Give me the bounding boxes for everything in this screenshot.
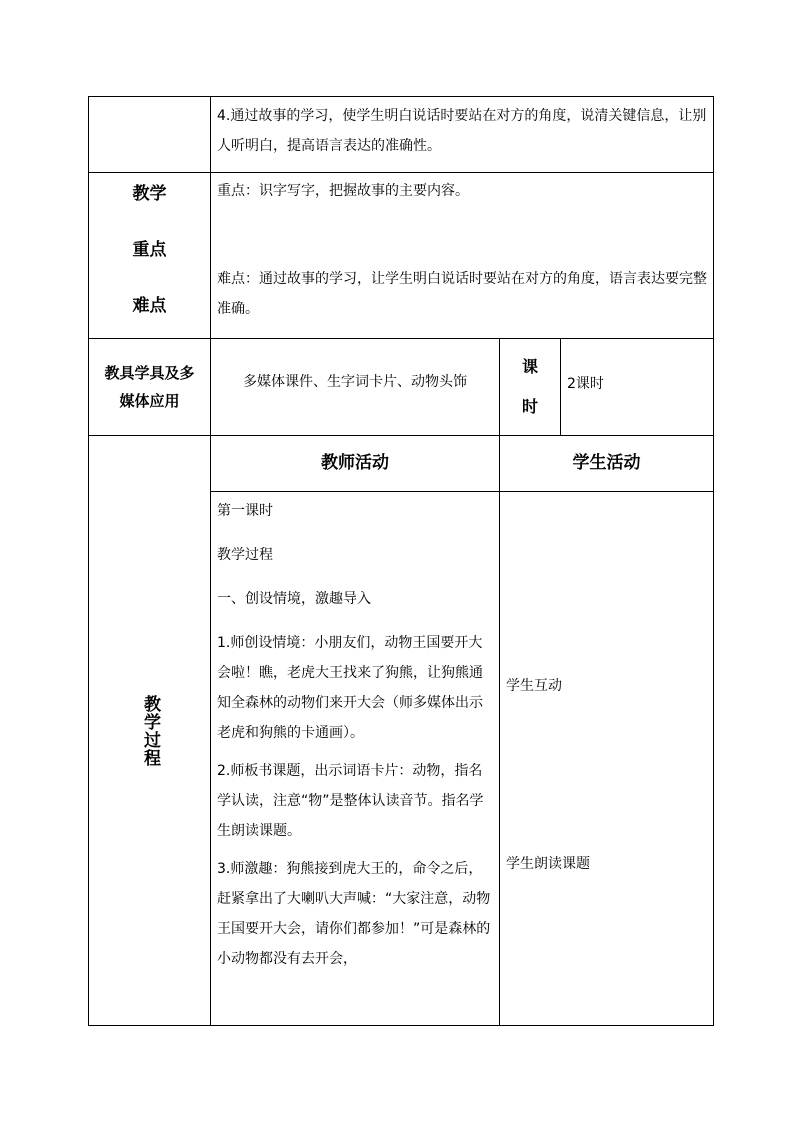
key-label-line2: 重点 bbox=[132, 240, 167, 260]
teacher-header-cell bbox=[211, 436, 500, 492]
teacher-paragraph: 3.师激趣：狗熊接到虎大王的，命令之后，赶紧拿出了大喇叭大声喊：“大家注意，动物王国要开大会，请你们都参加！”可是森林的小动物都没有去开会， bbox=[217, 861, 491, 967]
teacher-paragraph: 2.师板书课题，出示词语卡片：动物，指名学认读，注意“物”是整体认读音节。指名学生朗读课题。 bbox=[217, 763, 484, 839]
period-label-cell bbox=[500, 339, 561, 436]
student-header-cell bbox=[500, 436, 714, 492]
key-points-row bbox=[89, 173, 714, 339]
period-value: 2课时 bbox=[567, 375, 604, 392]
lesson-plan-table bbox=[88, 96, 714, 1026]
teacher-activity-header: 教师活动 bbox=[321, 453, 389, 473]
teacher-paragraph: 教学过程 bbox=[217, 547, 273, 563]
teacher-paragraph: 第一课时 bbox=[217, 503, 273, 519]
teacher-paragraph: 一、创设情境，激趣导入 bbox=[217, 591, 371, 607]
key-label-line3: 难点 bbox=[132, 296, 167, 316]
goal-label-cell bbox=[89, 97, 211, 173]
process-label-cell bbox=[89, 436, 211, 1026]
materials-label-line2: 媒体应用 bbox=[119, 392, 180, 410]
process-header-row bbox=[89, 436, 714, 492]
materials-row bbox=[89, 339, 714, 436]
key-label-line1: 教学 bbox=[132, 184, 167, 204]
student-item: 学生朗读课题 bbox=[506, 856, 590, 872]
key-point-text: 重点：识字写字，把握故事的主要内容。 bbox=[217, 183, 469, 199]
goal-text: 4.通过故事的学习，使学生明白说话时要站在对方的角度，说清关键信息，让别人听明白，提高语言表达的准确性。 bbox=[217, 108, 707, 154]
student-activity-cell bbox=[500, 492, 714, 1026]
goal-row bbox=[89, 97, 714, 173]
key-points-label-cell bbox=[89, 173, 211, 339]
goal-text-cell bbox=[211, 97, 714, 173]
period-label-line1: 课 bbox=[521, 357, 538, 376]
materials-text-cell bbox=[211, 339, 500, 436]
period-value-cell bbox=[561, 339, 714, 436]
student-activity-header: 学生活动 bbox=[572, 453, 641, 473]
student-item: 学生互动 bbox=[506, 678, 562, 694]
teacher-paragraph: 1.师创设情境：小朋友们，动物王国要开大会啦！瞧，老虎大王找来了狗熊，让狗熊通知全森林的动物们来开大会（师多媒体出示老虎和狗熊的卡通画）。 bbox=[217, 635, 483, 741]
process-label: 教学过程 bbox=[140, 694, 160, 767]
materials-label-line1: 教具学具及多 bbox=[104, 364, 195, 382]
teacher-activity-cell bbox=[211, 492, 500, 1026]
materials-label-cell bbox=[89, 339, 211, 436]
key-points-text-cell bbox=[211, 173, 714, 339]
difficulty-text: 难点：通过故事的学习，让学生明白说话时要站在对方的角度，语言表达要完整准确。 bbox=[217, 271, 707, 317]
materials-text: 多媒体课件、生字词卡片、动物头饰 bbox=[243, 373, 467, 390]
period-label-line2: 时 bbox=[521, 397, 538, 416]
